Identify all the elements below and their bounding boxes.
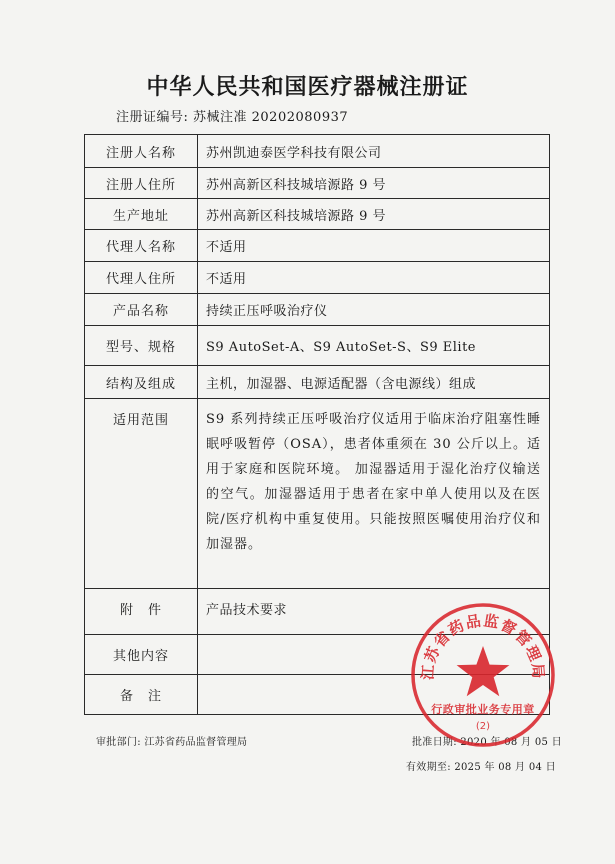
approval-date: 批准日期: 2020 年 08 月 05 日 [412,737,562,748]
row-label: 其他内容 [85,635,198,675]
row-value: 不适用 [198,230,550,262]
row-label: 附 件 [85,589,198,635]
star-icon [457,646,510,696]
official-seal [408,600,558,750]
row-value: 主机，加湿器、电源适配器（含电源线）组成 [198,366,550,399]
row-label: 代理人住所 [85,262,198,294]
table-row [85,135,550,168]
svg-text:江苏省药品监督管理局: 江苏省药品监督管理局 [418,611,548,681]
table-row [85,262,550,294]
certificate-number: 注册证编号: 苏械注准 20202080937 [116,110,349,125]
table-row [85,399,550,589]
row-label: 代理人名称 [85,230,198,262]
row-label: 备 注 [85,675,198,715]
row-value: S9 AutoSet-A、S9 AutoSet-S、S9 Elite [198,326,550,366]
table-row [85,199,550,230]
row-label: 注册人名称 [85,135,198,168]
row-label: 产品名称 [85,294,198,326]
approval-authority: 审批部门: 江苏省药品监督管理局 [96,737,248,748]
table-row [85,230,550,262]
row-value: 苏州高新区科技城培源路 9 号 [198,168,550,199]
row-value: 产品技术要求 [198,589,550,635]
svg-text:行政审批业务专用章: 行政审批业务专用章 [431,703,535,716]
row-value: S9 系列持续正压呼吸治疗仪适用于临床治疗阻塞性睡眠呼吸暂停（OSA），患者体重须在 30 公斤以上。适用于家庭和医院环境。 加湿器适用于湿化治疗仪输送的空气。加湿器适用于患者在家中单人使用以及在医院/医疗机构中重复使用。只能按照医嘱使用治疗仪和加湿器。 [198,399,550,589]
document-title: 中华人民共和国医疗器械注册证 [146,74,469,100]
row-value: 持续正压呼吸治疗仪 [198,294,550,326]
expiry-date: 有效期至: 2025 年 08 月 04 日 [406,762,556,773]
row-label: 型号、规格 [85,326,198,366]
row-label: 适用范围 [85,399,198,589]
table-row [85,168,550,199]
row-label: 结构及组成 [85,366,198,399]
table-row [85,294,550,326]
row-label: 注册人住所 [85,168,198,199]
row-value: 苏州凯迪泰医学科技有限公司 [198,135,550,168]
table-row [85,326,550,366]
row-value: 不适用 [198,262,550,294]
svg-text:(2): (2) [475,721,491,732]
table-row [85,366,550,399]
row-value: 苏州高新区科技城培源路 9 号 [198,199,550,230]
row-label: 生产地址 [85,199,198,230]
